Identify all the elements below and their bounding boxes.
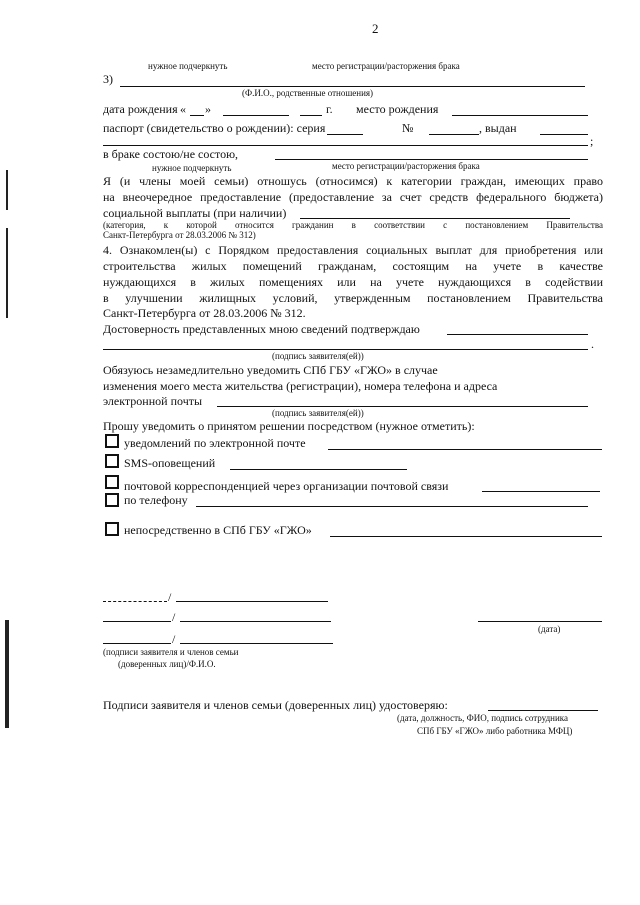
marriage-label: в браке состою/не состою, [103, 147, 239, 161]
fio-field[interactable] [120, 86, 585, 87]
signature-slash: / [172, 610, 176, 624]
option-direct-field[interactable] [330, 536, 602, 537]
item4-line: Санкт-Петербурга от 28.03.2006 № 312. [103, 306, 306, 320]
passport-number-field[interactable] [429, 134, 479, 135]
option-phone-checkbox[interactable] [105, 493, 119, 507]
marriage-place-field[interactable] [275, 159, 588, 160]
notify-change-line: электронной почты [103, 394, 203, 408]
item4-line: строительства жилых помещений гражданам, состоящим на учете в качестве [103, 259, 603, 273]
verify-field[interactable] [447, 334, 588, 335]
verify-period: . [591, 337, 594, 351]
signature-slash: / [172, 632, 176, 646]
dob-day-field[interactable] [190, 115, 204, 116]
email-field[interactable] [217, 406, 588, 407]
category-text-line: на внеочередное предоставление (предоставление за счет средств федерального бюджета) [103, 190, 603, 204]
dob-month-field[interactable] [223, 115, 289, 116]
birthplace-label: место рождения [356, 102, 439, 116]
option-post-label: почтовой корреспонденцией через организации почтовой связи [124, 479, 449, 493]
hint-marriage-place-2: место регистрации/расторжения брака [332, 161, 480, 171]
issued-field[interactable] [540, 134, 588, 135]
option-email-checkbox[interactable] [105, 434, 119, 448]
category-note: Санкт-Петербурга от 28.03.2006 № 312) [103, 230, 256, 240]
date-field[interactable] [478, 621, 602, 622]
option-direct-checkbox[interactable] [105, 522, 119, 536]
decision-heading: Прошу уведомить о принятом решении посредством (нужное отметить): [103, 419, 475, 433]
category-text-line: социальной выплаты (при наличии) [103, 206, 287, 220]
scan-mark [5, 620, 9, 728]
category-note: (категория, к которой относится гражданин в соответствии с постановлением Правительства [103, 220, 603, 230]
dob-label: дата рождения [103, 102, 178, 116]
option-sms-checkbox[interactable] [105, 454, 119, 468]
semicolon: ; [590, 134, 594, 148]
item4-line: нуждающихся в жилых помещениях или на учете нуждающихся в содействии [103, 275, 603, 289]
option-post-field[interactable] [482, 491, 600, 492]
member-index: 3) [103, 72, 113, 86]
certify-caption: (дата, должность, ФИО, подпись сотрудника [397, 713, 569, 723]
passport-series-field[interactable] [327, 134, 363, 135]
item4-line: 4. Ознакомлен(ы) с Порядком предоставления социальных выплат для приобретения или [103, 243, 603, 257]
signatures-caption: (доверенных лиц)/Ф.И.О. [118, 659, 216, 669]
dob-open-quote: « [180, 102, 186, 116]
certify-field[interactable] [488, 710, 598, 711]
option-sms-field[interactable] [230, 469, 407, 470]
hint-underline: нужное подчеркнуть [148, 61, 228, 71]
category-field[interactable] [300, 218, 570, 219]
birthplace-field[interactable] [452, 115, 588, 116]
signature-caption: (подпись заявителя(ей)) [272, 408, 364, 418]
item4-line: в улучшении жилищных условий, утвержденным постановлением Правительства [103, 291, 603, 305]
notify-change-line: Обязуюсь незамедлительно уведомить СПб ГБУ «ГЖО» в случае [103, 363, 438, 377]
certify-caption: СПб ГБУ «ГЖО» либо работника МФЦ) [417, 726, 573, 736]
certify-label: Подписи заявителя и членов семьи (доверенных лиц) удостоверяю: [103, 698, 448, 712]
signature-caption: (подпись заявителя(ей)) [272, 351, 364, 361]
fio-caption: (Ф.И.О., родственные отношения) [242, 88, 374, 98]
page-number: 2 [372, 21, 379, 36]
dob-year-suffix: г. [326, 102, 333, 116]
name-field[interactable] [176, 601, 328, 602]
signature-field[interactable] [103, 601, 167, 602]
option-phone-label: по телефону [124, 493, 188, 507]
dob-year-field[interactable] [300, 115, 322, 116]
category-text-line: Я (и члены моей семьи) отношусь (относимся) к категории граждан, имеющих право [103, 174, 603, 188]
date-caption: (дата) [538, 624, 561, 634]
name-field[interactable] [180, 643, 333, 644]
option-phone-field[interactable] [196, 506, 588, 507]
scan-mark [6, 228, 8, 318]
option-email-label: уведомлений по электронной почте [124, 436, 306, 450]
dob-close-quote: » [205, 102, 211, 116]
signature-slash: / [168, 590, 172, 604]
issued-label: , выдан [479, 121, 517, 135]
option-sms-label: SMS-оповещений [124, 456, 216, 470]
signature-field[interactable] [103, 621, 171, 622]
name-field[interactable] [180, 621, 331, 622]
option-direct-label: непосредственно в СПб ГБУ «ГЖО» [124, 523, 312, 537]
hint-marriage-place: место регистрации/расторжения брака [312, 61, 460, 71]
passport-label: паспорт (свидетельство о рождении): серия [103, 121, 326, 135]
notify-change-line: изменения моего места жительства (регистрации), номера телефона и адреса [103, 379, 498, 393]
signatures-caption: (подписи заявителя и членов семьи [103, 647, 239, 657]
hint-underline-2: нужное подчеркнуть [152, 163, 232, 173]
option-post-checkbox[interactable] [105, 475, 119, 489]
option-email-field[interactable] [328, 449, 602, 450]
scan-mark [6, 170, 8, 210]
issued-continuation-field[interactable] [103, 145, 588, 146]
verify-signature-field[interactable] [103, 349, 588, 350]
number-sign: № [402, 121, 414, 135]
signature-field[interactable] [103, 643, 171, 644]
verify-label: Достоверность представленных мною сведений подтверждаю [103, 322, 420, 336]
